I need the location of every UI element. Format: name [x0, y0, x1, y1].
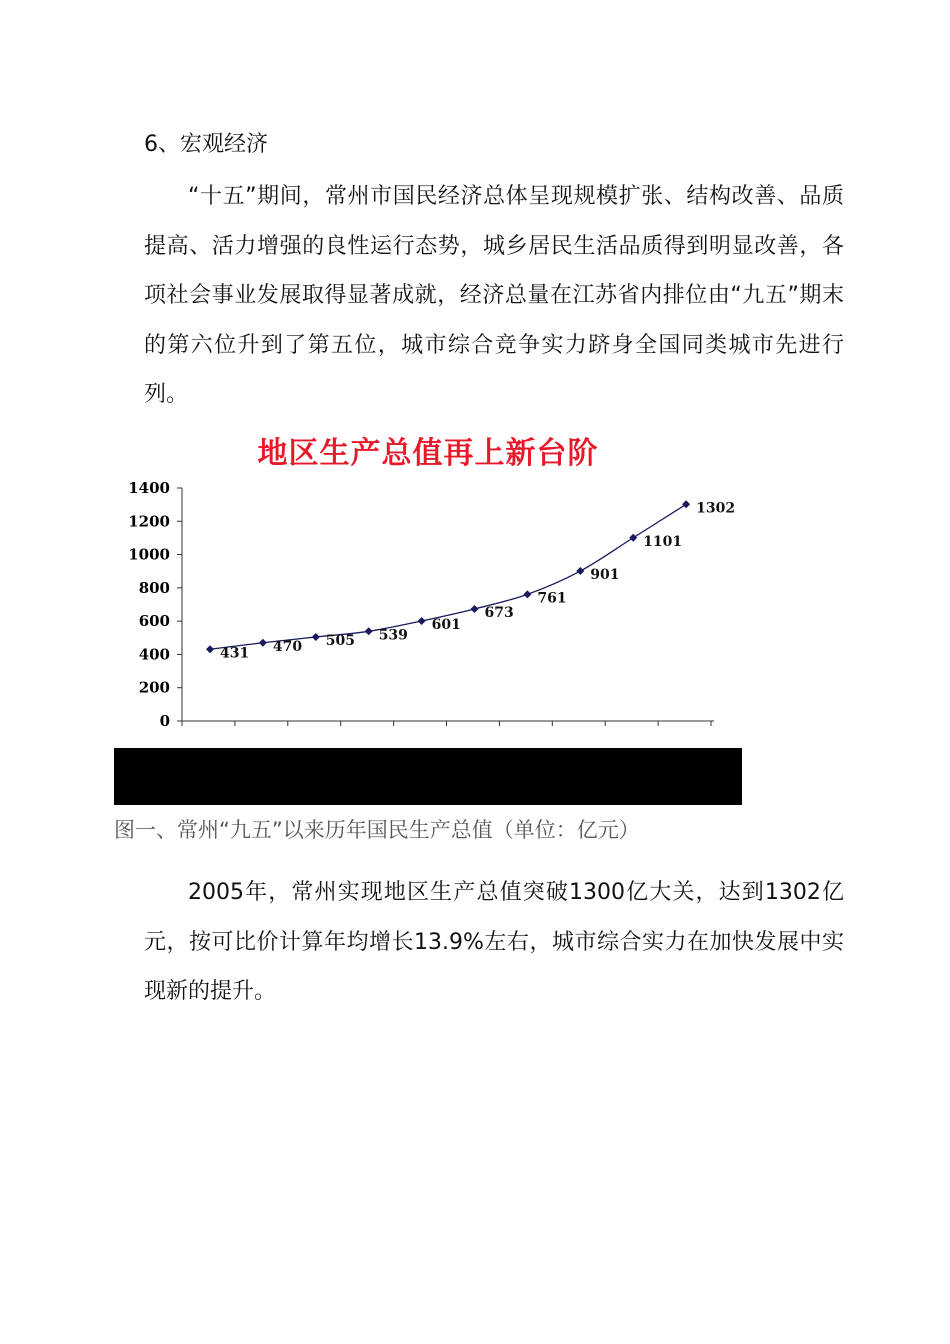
data-label: 901: [590, 567, 620, 584]
summary-paragraph: 2005年，常州实现地区生产总值突破1300亿大关，达到1302亿元，按可比价计算年均增长13.9%左右，城市综合实力在加快发展中实现新的提升。: [144, 880, 844, 1004]
data-label: 505: [325, 632, 356, 649]
data-label: 470: [272, 638, 303, 655]
intro-paragraph: “十五”期间，常州市国民经济总体呈现规模扩张、结构改善、品质提高、活力增强的良性运行态势，城乡居民生活品质得到明显改善，各项社会事业发展取得显著成就，经济总量在江苏省内排位由“九五”期末的第六位升到了第五位，城市综合竞争实力跻身全国同类城市先进行列。: [144, 184, 844, 407]
gdp-figure: [114, 418, 742, 810]
data-label: 601: [431, 616, 461, 633]
data-label: 1302: [696, 500, 736, 517]
y-tick-label: 600: [138, 612, 170, 631]
section-heading: 6、宏观经济: [144, 132, 268, 157]
data-point: [629, 534, 637, 542]
data-label: 1101: [643, 533, 683, 550]
data-point: [471, 605, 479, 613]
y-tick-label: 1000: [128, 545, 170, 564]
y-tick-label: 0: [159, 712, 170, 730]
y-tick-label: 1200: [128, 512, 170, 531]
gdp-line-chart: [114, 418, 742, 753]
data-point: [259, 639, 267, 647]
y-tick-label: 800: [138, 578, 170, 597]
y-tick-label: 200: [138, 678, 170, 697]
data-point: [206, 645, 214, 653]
y-tick-label: 400: [138, 645, 170, 664]
data-label: 431: [220, 645, 250, 662]
chart-title: 地区生产总值再上新台阶: [257, 436, 599, 471]
figure-caption: 图一、常州“九五”以来历年国民生产总值（单位：亿元）: [114, 818, 640, 842]
data-point: [312, 633, 320, 641]
data-point: [682, 500, 690, 508]
data-label: 539: [378, 627, 408, 644]
data-point: [365, 627, 373, 635]
y-tick-label: 1400: [128, 479, 170, 497]
data-point: [576, 567, 584, 575]
data-label: 761: [537, 590, 567, 607]
data-point: [418, 617, 426, 625]
data-label: 673: [484, 604, 514, 621]
redacted-axis-area: [114, 748, 742, 805]
data-point: [523, 590, 531, 598]
